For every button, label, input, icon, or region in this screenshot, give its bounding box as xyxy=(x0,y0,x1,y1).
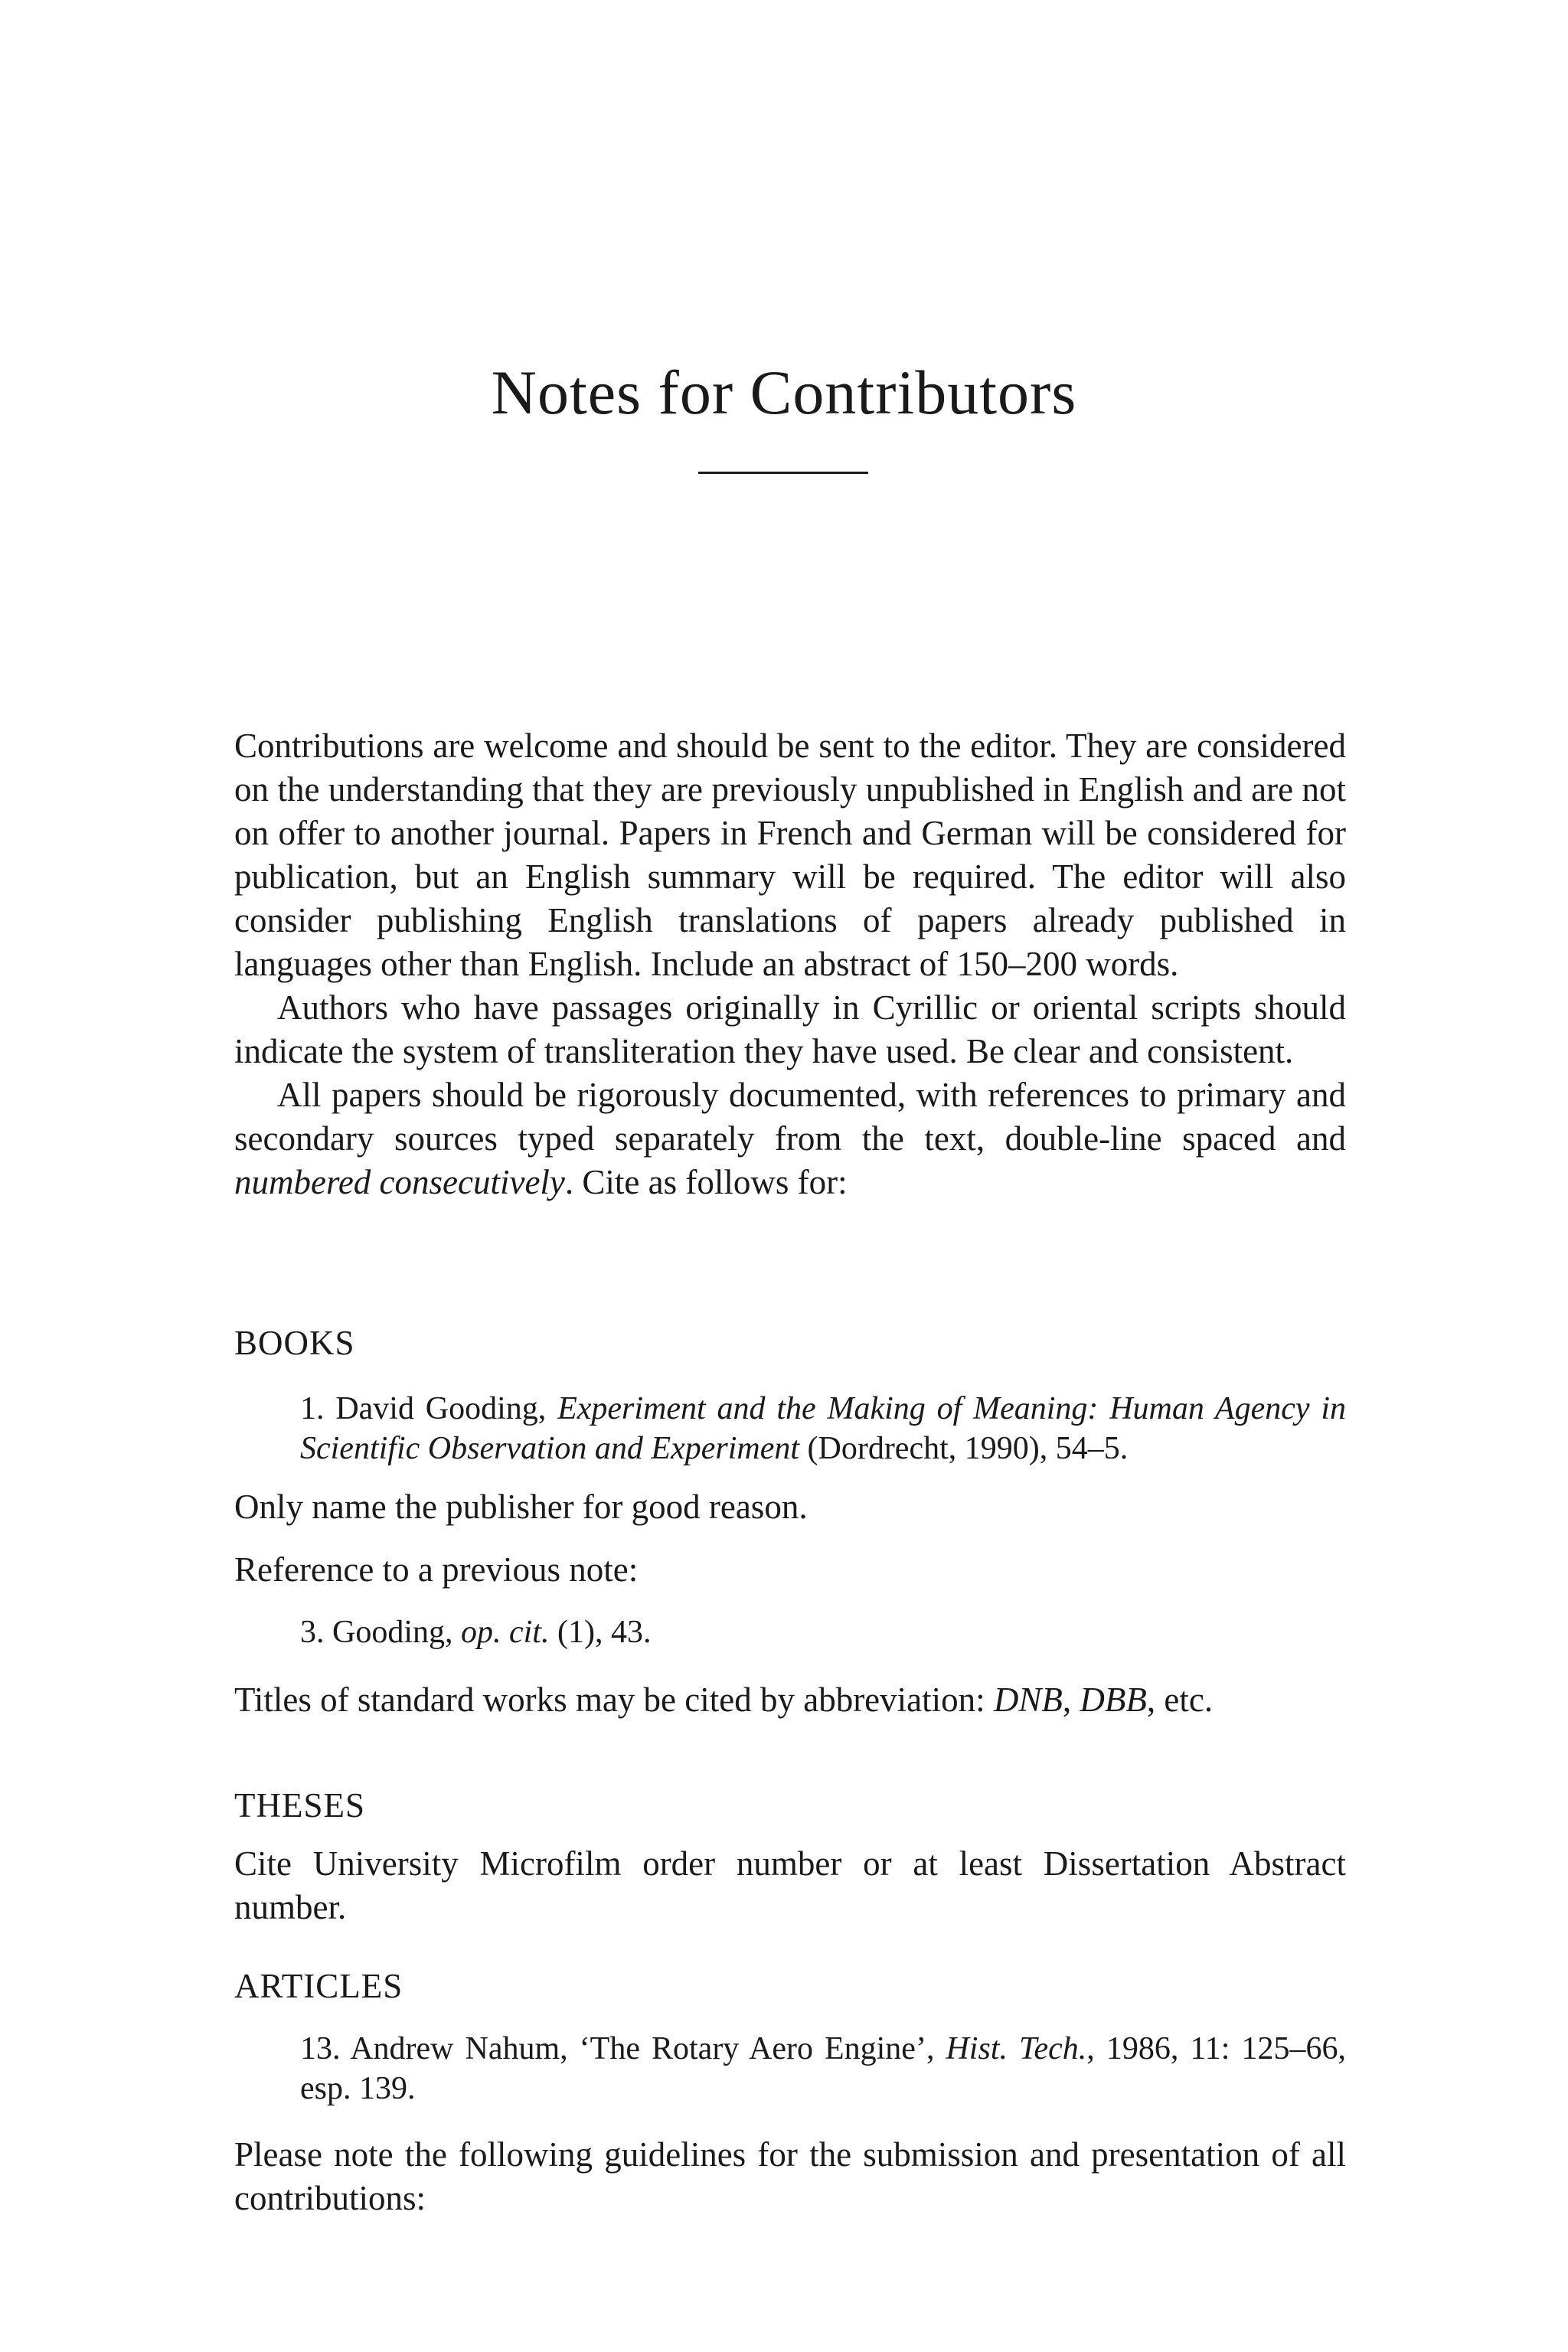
intro-paragraph-3 xyxy=(234,1073,1346,1204)
abbr-dbb: DBB xyxy=(1080,1681,1147,1719)
p3-italic: numbered consecutively xyxy=(234,1163,565,1201)
publisher-text: Only name the publisher for good reason. xyxy=(234,1488,808,1526)
books-example-note xyxy=(300,1389,1346,1468)
prev-note-prefix: 3. Gooding, xyxy=(300,1615,461,1650)
p3-text-start: All papers should be rigorously documented, with references to primary and secondary sources typed separately from the text, double-line spaced and xyxy=(234,1076,1346,1158)
articles-note-suffix: , 1986, 11: 125–66, esp. 139. xyxy=(300,2031,1346,2106)
standard-works-text xyxy=(234,1678,1346,1722)
standard-prefix: Titles of standard works may be cited by abbreviation: xyxy=(234,1681,994,1719)
articles-note-prefix: 13. Andrew Nahum, ‘The Rotary Aero Engine’, xyxy=(300,2031,946,2066)
intro-section xyxy=(234,724,1346,1204)
abbr-dnb: DNB xyxy=(993,1681,1063,1719)
standard-sep: , xyxy=(1062,1681,1080,1719)
books-note-prefix: 1. David Gooding, xyxy=(300,1391,558,1426)
prev-note-suffix: (1), 43. xyxy=(549,1615,652,1650)
prev-note-italic: op. cit. xyxy=(461,1615,550,1650)
closing-section xyxy=(234,2133,1346,2220)
articles-example-note xyxy=(300,2029,1346,2109)
articles-note-journal: Hist. Tech. xyxy=(946,2031,1087,2066)
p3-text-end: . Cite as follows for: xyxy=(564,1163,848,1201)
articles-heading: ARTICLES xyxy=(234,1967,403,2005)
closing-paragraph: Please note the following guidelines for the submission and presentation of all contributions: xyxy=(234,2135,1346,2217)
page-title: Notes for Contributors xyxy=(491,358,1077,427)
books-note-suffix: (Dordrecht, 1990), 54–5. xyxy=(799,1431,1129,1466)
title-rule xyxy=(698,472,868,474)
intro-paragraph-1: Contributions are welcome and should be sent to the editor. They are considered on the understanding that they are previously unpublished in English and are not on offer to another journal. Papers in French and German will be considered for publication, but an English summary will be required. The editor will also consider publishing English translations of papers already published in languages other than English. Include an abstract of 150–200 words. xyxy=(234,727,1346,983)
previous-note-example xyxy=(300,1612,1346,1652)
books-heading: BOOKS xyxy=(234,1324,355,1362)
books-note-title: Experiment and the Making of Meaning: Human Agency in Scientific Observation and Experiment xyxy=(300,1391,1346,1466)
theses-text: Cite University Microfilm order number or at least Dissertation Abstract number. xyxy=(234,1844,1346,1926)
intro-paragraph-2: Authors who have passages originally in Cyrillic or oriental scripts should indicate the system of transliteration they have used. Be clear and consistent. xyxy=(234,988,1346,1070)
theses-heading: THESES xyxy=(234,1786,366,1824)
previous-note-text: Reference to a previous note: xyxy=(234,1550,639,1589)
theses-section xyxy=(234,1842,1346,1929)
standard-suffix: , etc. xyxy=(1146,1681,1214,1719)
